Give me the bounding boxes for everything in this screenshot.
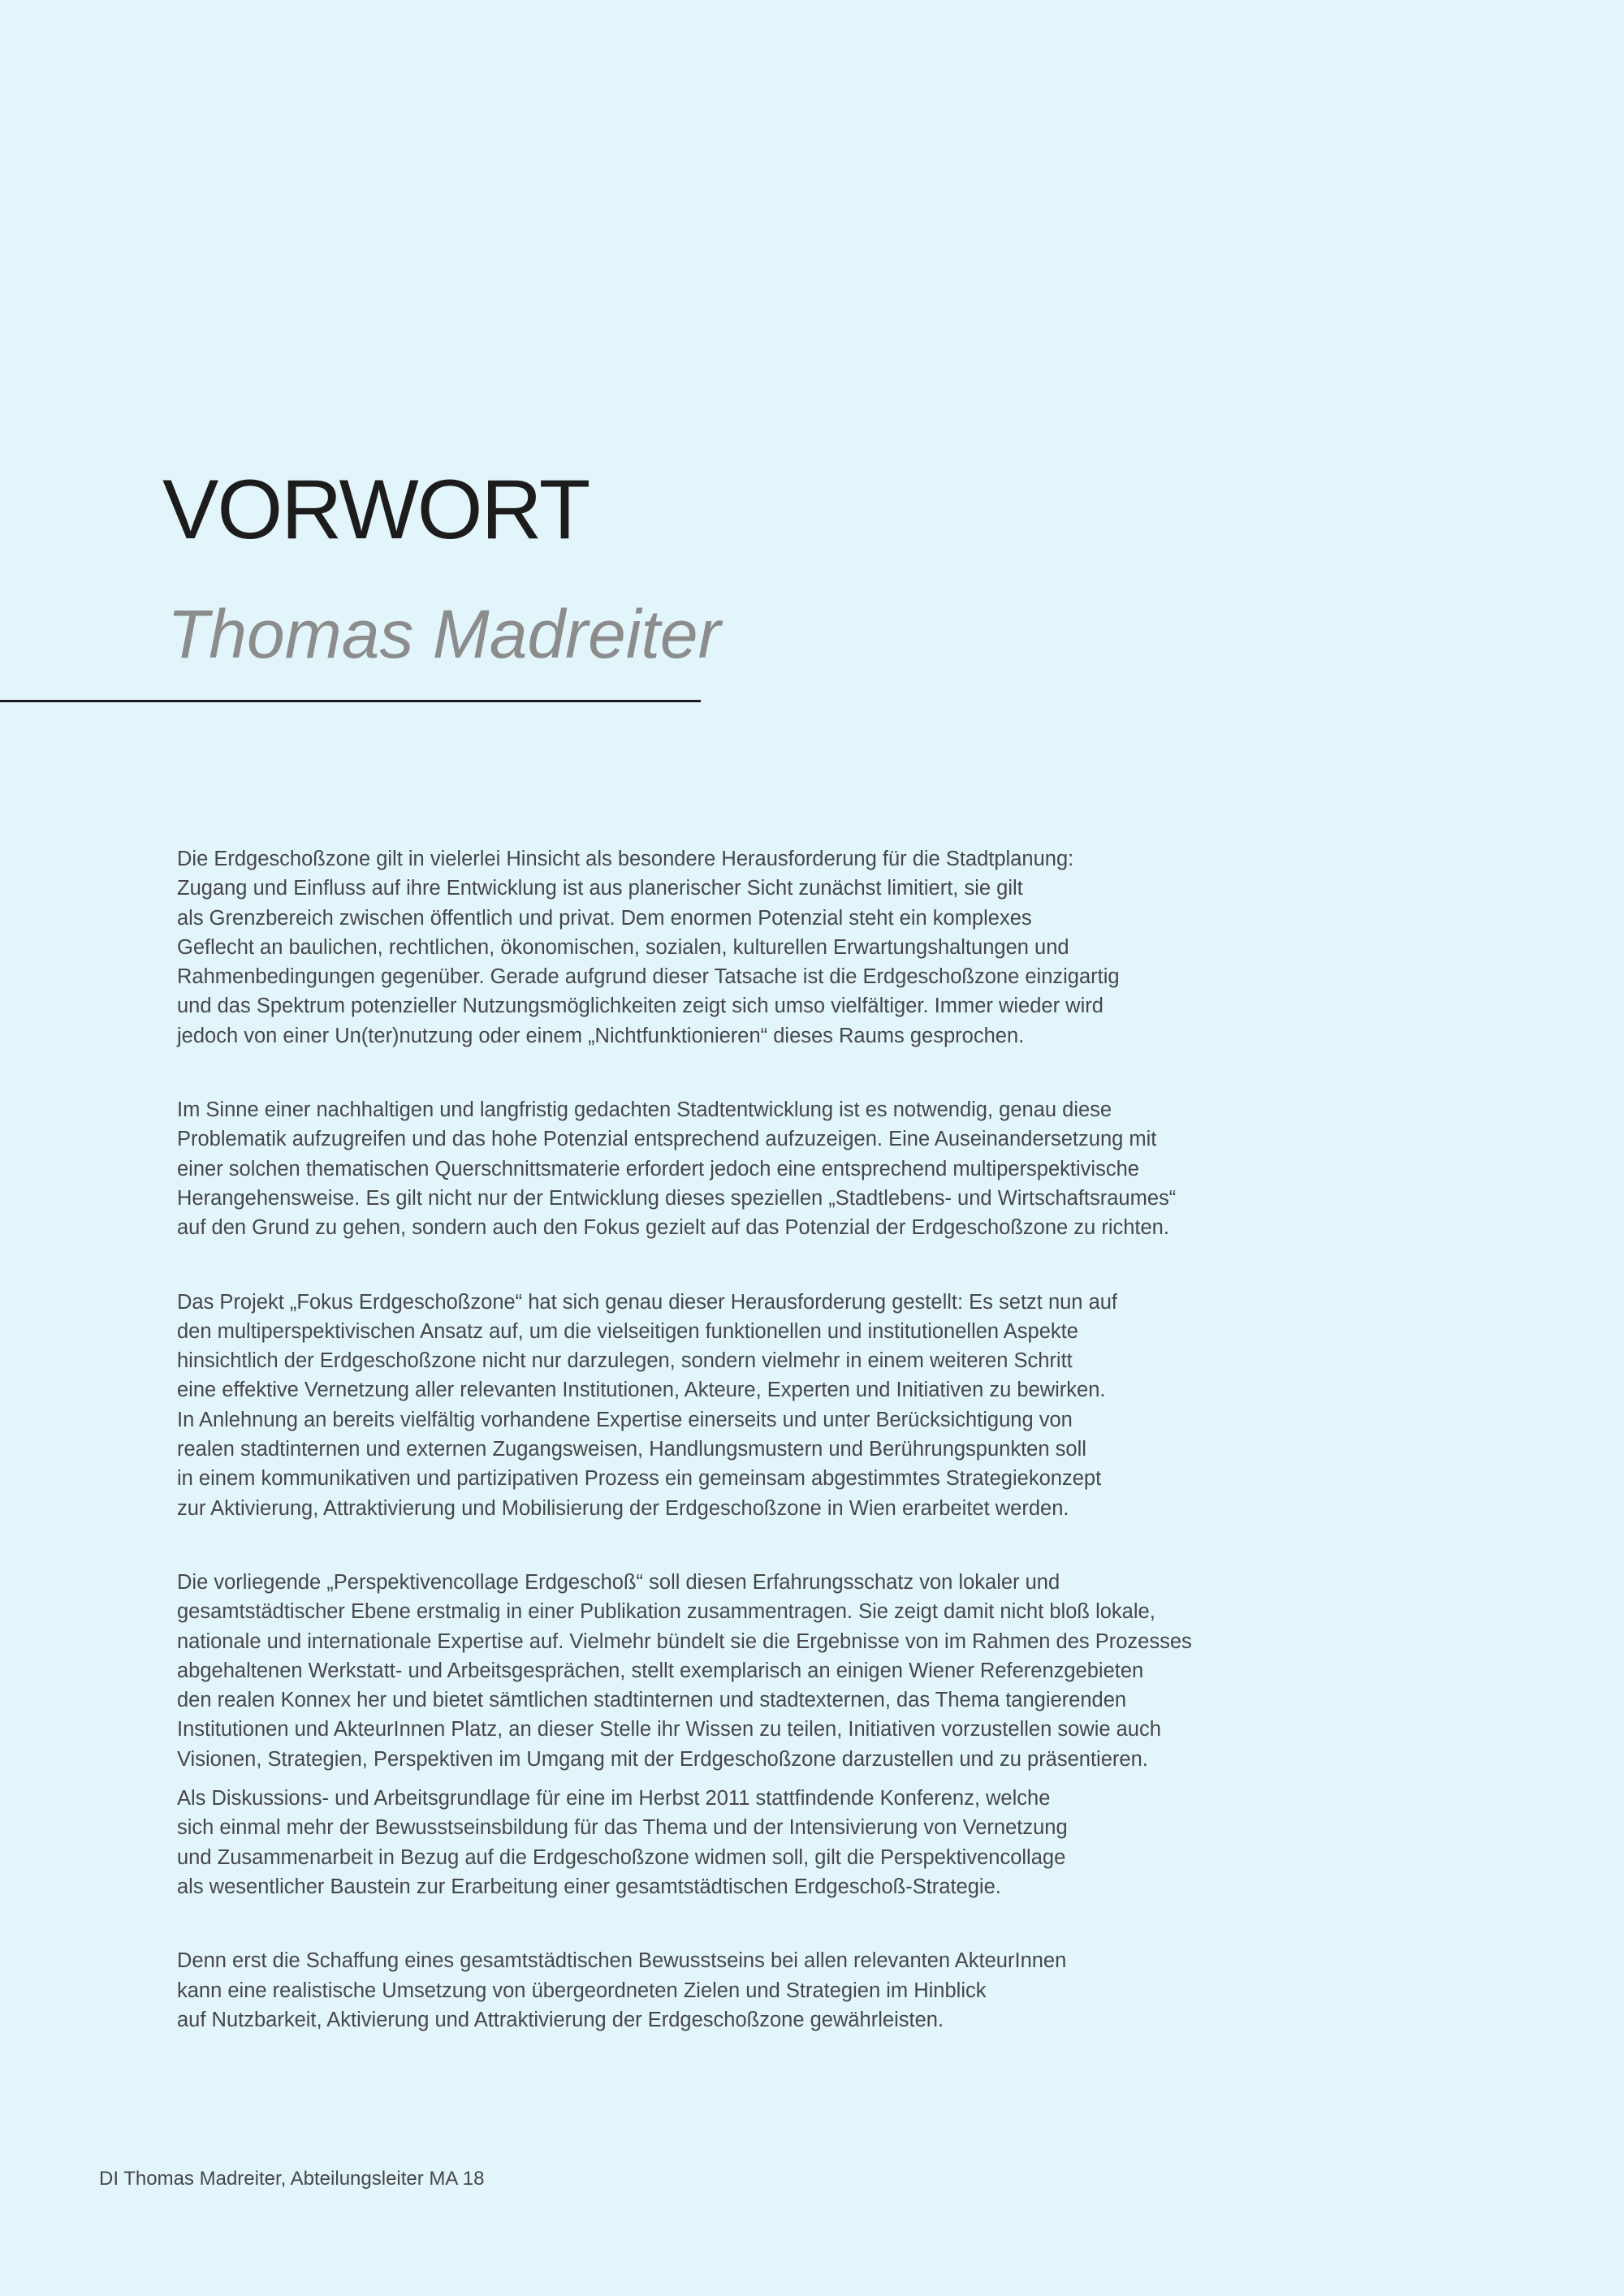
text-line: Als Diskussions- und Arbeitsgrundlage für eine im Herbst 2011 stattfindende Konferenz, welche (177, 1787, 1051, 1810)
text-line: als Grenzbereich zwischen öffentlich und privat. Dem enormen Potenzial steht ein komplexes (177, 906, 1032, 930)
paragraph-1 (177, 844, 1233, 1051)
text-line: einer solchen thematischen Querschnittsmaterie erfordert jedoch eine entsprechend multiperspektivische (177, 1157, 1139, 1180)
text-line: Das Projekt „Fokus Erdgeschoßzone“ hat sich genau dieser Herausforderung gestellt: Es setzt nun auf (177, 1290, 1118, 1314)
text-line: Institutionen und AkteurInnen Platz, an dieser Stelle ihr Wissen zu teilen, Initiativen vorzustellen sowie auch (177, 1718, 1161, 1741)
text-line: gesamtstädtischer Ebene erstmalig in einer Publikation zusammentragen. Sie zeigt damit nicht bloß lokale, (177, 1600, 1155, 1624)
paragraph-4 (177, 1568, 1233, 1774)
text-line: hinsichtlich der Erdgeschoßzone nicht nur darzulegen, sondern vielmehr in einem weiteren Schritt (177, 1349, 1073, 1373)
text-line: Problematik aufzugreifen und das hohe Potenzial entsprechend aufzuzeigen. Eine Auseinandersetzung mit (177, 1128, 1157, 1151)
text-line: und das Spektrum potenzieller Nutzungsmöglichkeiten zeigt sich umso vielfältiger. Immer wieder wird (177, 995, 1104, 1018)
text-line: jedoch von einer Un(ter)nutzung oder einem „Nichtfunktionieren“ dieses Raums gesprochen. (177, 1024, 1025, 1047)
text-line: als wesentlicher Baustein zur Erarbeitung einer gesamtstädtischen Erdgeschoß-Strategie. (177, 1875, 1001, 1898)
text-line: den realen Konnex her und bietet sämtlichen stadtinternen und stadtexternen, das Thema tangierenden (177, 1689, 1127, 1712)
text-line: Zugang und Einfluss auf ihre Entwicklung ist aus planerischer Sicht zunächst limitiert, sie gilt (177, 877, 1023, 900)
text-line: Rahmenbedingungen gegenüber. Gerade aufgrund dieser Tatsache ist die Erdgeschoßzone einzigartig (177, 965, 1120, 989)
text-line: auf Nutzbarkeit, Aktivierung und Attraktivierung der Erdgeschoßzone gewährleisten. (177, 2008, 944, 2031)
body-text (177, 844, 1233, 2035)
paragraph-3 (177, 1288, 1233, 1523)
text-line: Die Erdgeschoßzone gilt in vielerlei Hinsicht als besondere Herausforderung für die Stadtplanung: (177, 848, 1074, 870)
paragraph-6 (177, 1946, 1233, 2035)
footer-signature: DI Thomas Madreiter, Abteilungsleiter MA 18 (99, 2168, 485, 2190)
text-line: in einem kommunikativen und partizipativen Prozess ein gemeinsam abgestimmtes Strategiekonzept (177, 1467, 1102, 1491)
title-divider (0, 700, 701, 702)
text-line: Visionen, Strategien, Perspektiven im Umgang mit der Erdgeschoßzone darzustellen und zu präsentieren. (177, 1747, 1148, 1771)
page-title: VORWORT (162, 463, 590, 557)
text-line: zur Aktivierung, Attraktivierung und Mobilisierung der Erdgeschoßzone in Wien erarbeitet werden. (177, 1496, 1069, 1520)
text-line: abgehaltenen Werkstatt- und Arbeitsgesprächen, stellt exemplarisch an einigen Wiener Referenzgebieten (177, 1659, 1144, 1682)
text-line: In Anlehnung an bereits vielfältig vorhandene Expertise einerseits und unter Berücksichtigung von (177, 1408, 1073, 1431)
text-line: Geflecht an baulichen, rechtlichen, ökonomischen, sozialen, kulturellen Erwartungshaltungen und (177, 935, 1069, 959)
paragraph-2 (177, 1095, 1233, 1242)
text-line: nationale und internationale Expertise auf. Vielmehr bündelt sie die Ergebnisse von im Rahmen des Prozesses (177, 1629, 1192, 1653)
text-line: Im Sinne einer nachhaltigen und langfristig gedachten Stadtentwicklung ist es notwendig, genau diese (177, 1098, 1112, 1122)
text-line: Denn erst die Schaffung eines gesamtstädtischen Bewusstseins bei allen relevanten AkteurInnen (177, 1949, 1067, 1973)
author-name: Thomas Madreiter (167, 596, 721, 672)
text-line: auf den Grund zu gehen, sondern auch den Fokus gezielt auf das Potenzial der Erdgeschoßzone zu richten. (177, 1216, 1169, 1240)
text-line: eine effektive Vernetzung aller relevanten Institutionen, Akteure, Experten und Initiativen zu bewirken. (177, 1379, 1106, 1402)
text-line: realen stadtinternen und externen Zugangsweisen, Handlungsmustern und Berührungspunkten soll (177, 1438, 1086, 1461)
paragraph-5 (177, 1784, 1233, 1901)
text-line: sich einmal mehr der Bewusstseinsbildung für das Thema und der Intensivierung von Vernetzung (177, 1816, 1068, 1840)
text-line: den multiperspektivischen Ansatz auf, um die vielseitigen funktionellen und institutionellen Aspekte (177, 1319, 1078, 1343)
text-line: Herangehensweise. Es gilt nicht nur der Entwicklung dieses speziellen „Stadtlebens- und Wirtschaftsraumes“ (177, 1186, 1177, 1210)
text-line: kann eine realistische Umsetzung von übergeordneten Zielen und Strategien im Hinblick (177, 1979, 987, 2002)
text-line: Die vorliegende „Perspektivencollage Erdgeschoß“ soll diesen Erfahrungsschatz von lokaler und (177, 1570, 1060, 1594)
text-line: und Zusammenarbeit in Bezug auf die Erdgeschoßzone widmen soll, gilt die Perspektivencollage (177, 1845, 1066, 1869)
